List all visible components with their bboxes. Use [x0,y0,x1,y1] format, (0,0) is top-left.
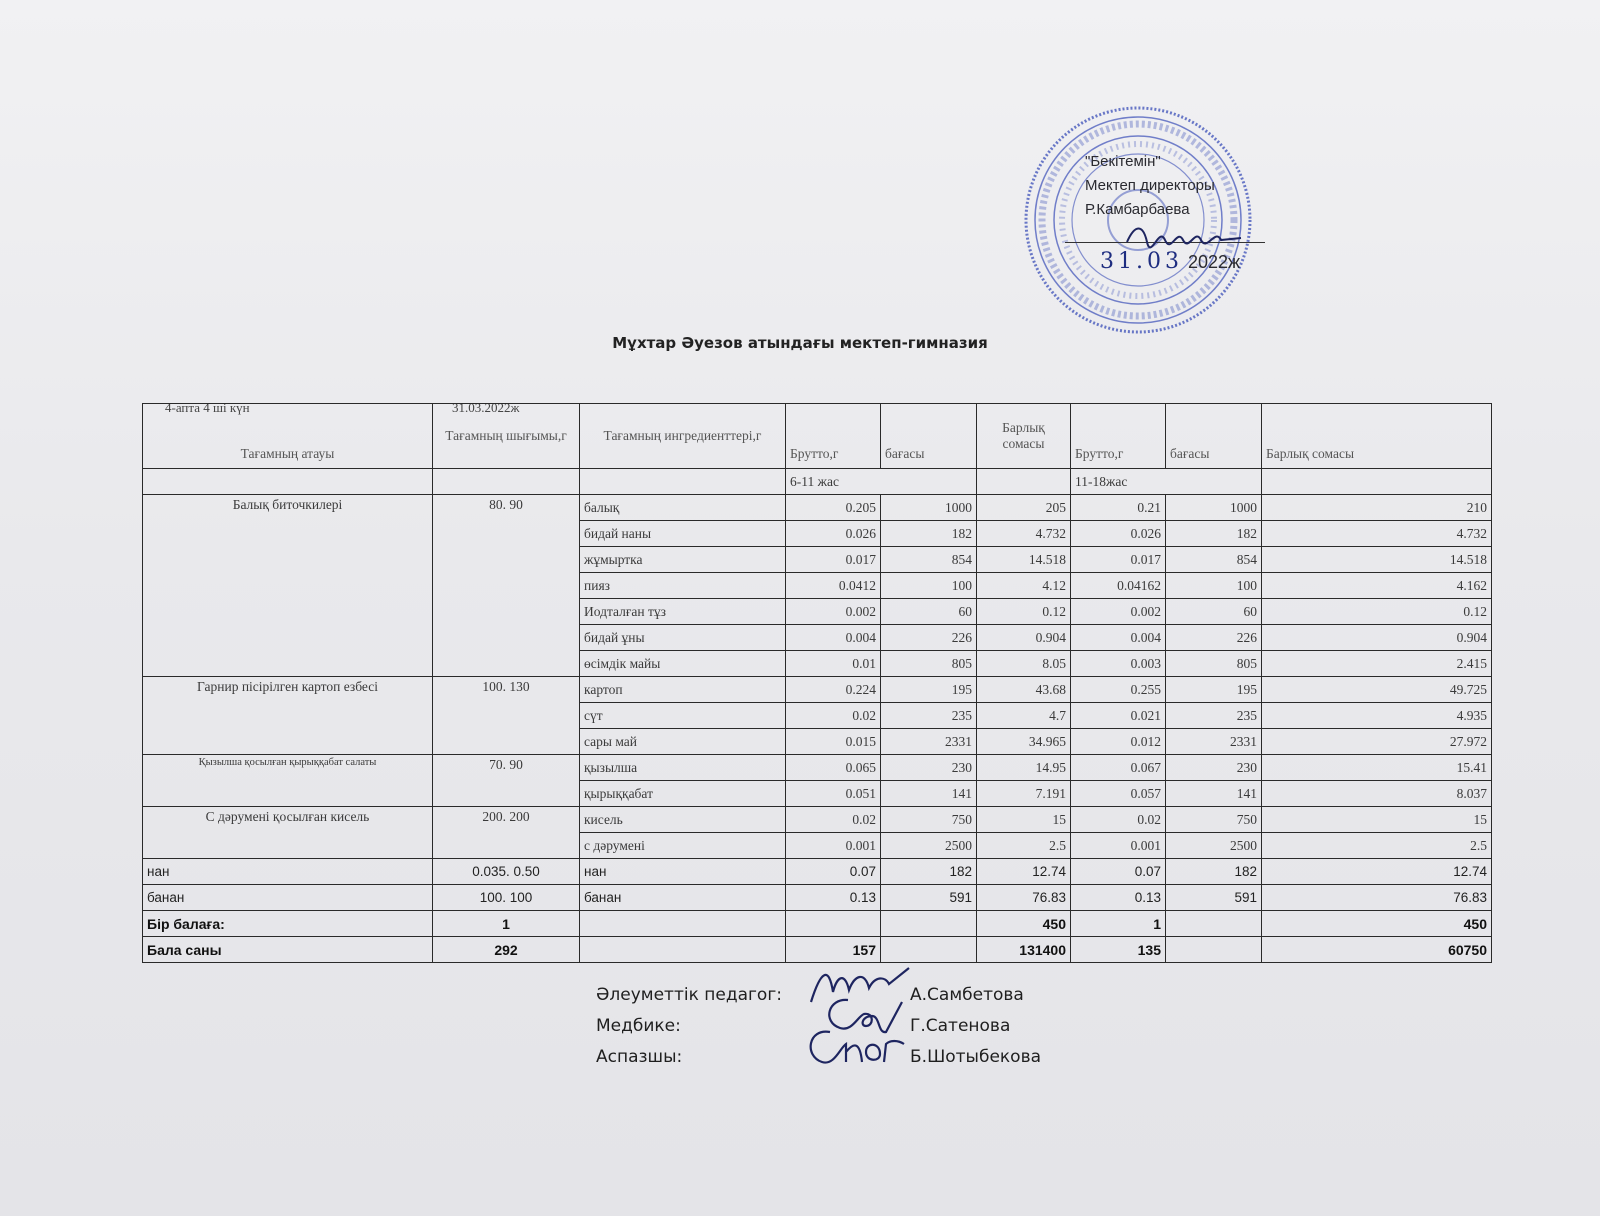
ingredient-name: сары май [580,729,786,755]
dish-name: банан [143,885,433,911]
sum-6-11: 8.05 [977,651,1071,677]
brutto-11-18: 0.04162 [1071,573,1166,599]
sum-11-18: 49.725 [1262,677,1492,703]
signer-role: Әлеуметтік педагог: [596,985,782,1005]
price-11-18: 100 [1166,573,1262,599]
header-ingredients: Тағамның ингредиенттері,г [580,404,786,469]
ingredient-name: нан [580,859,786,885]
per-child-sum-6-11: 450 [977,911,1071,937]
brutto-6-11: 0.224 [786,677,881,703]
per-child-row [143,911,1492,937]
ingredient-name: бидай наны [580,521,786,547]
signature-cook [800,1022,910,1076]
brutto-6-11: 0.0412 [786,573,881,599]
price-11-18: 226 [1166,625,1262,651]
ingredient-row [143,495,1492,521]
brutto-11-18: 0.13 [1071,885,1166,911]
price-6-11: 1000 [881,495,977,521]
ingredient-name: сүт [580,703,786,729]
children-sum-6-11: 131400 [977,937,1071,963]
sum-11-18: 15.41 [1262,755,1492,781]
brutto-11-18: 0.067 [1071,755,1166,781]
week-day-label: 4-апта 4 ші күн [165,400,250,415]
brutto-6-11: 0.017 [786,547,881,573]
header-brutto-11-18: Брутто,г [1071,404,1166,469]
empty-cell [786,911,881,937]
ingredient-name: Иодталған тұз [580,599,786,625]
price-11-18: 805 [1166,651,1262,677]
approval-line: Мектеп директоры [1085,177,1215,194]
price-11-18: 1000 [1166,495,1262,521]
sum-11-18: 0.12 [1262,599,1492,625]
price-11-18: 235 [1166,703,1262,729]
director-name: Р.Камбарбаева [1085,201,1190,218]
sum-6-11: 2.5 [977,833,1071,859]
header-price-6-11: бағасы [881,404,977,469]
ingredient-name: пияз [580,573,786,599]
sum-6-11: 7.191 [977,781,1071,807]
ingredient-name: банан [580,885,786,911]
age-group-11-18: 11-18жас [1071,469,1262,495]
header-sum-6-11: Барлық сомасы [977,404,1071,469]
brutto-6-11: 0.001 [786,833,881,859]
brutto-11-18: 0.07 [1071,859,1166,885]
sum-11-18: 4.935 [1262,703,1492,729]
ingredient-name: бидай ұны [580,625,786,651]
sum-6-11: 15 [977,807,1071,833]
dish-name: Гарнир пісірілген картоп езбесі [143,677,433,755]
price-11-18: 854 [1166,547,1262,573]
brutto-6-11: 0.205 [786,495,881,521]
sum-11-18: 210 [1262,495,1492,521]
price-11-18: 182 [1166,521,1262,547]
price-11-18: 591 [1166,885,1262,911]
approval-date [1100,250,1240,274]
price-11-18: 182 [1166,859,1262,885]
sum-11-18: 4.732 [1262,521,1492,547]
children-count-label: Бала саны [143,937,433,963]
sum-6-11: 0.12 [977,599,1071,625]
children-count: 292 [433,937,580,963]
sum-11-18: 76.83 [1262,885,1492,911]
empty-cell [580,911,786,937]
ingredient-name: қырыққабат [580,781,786,807]
dish-yield: 80. 90 [433,495,580,677]
item-row [143,859,1492,885]
price-11-18: 2331 [1166,729,1262,755]
sum-11-18: 27.972 [1262,729,1492,755]
empty-cell [1166,911,1262,937]
brutto-6-11: 0.01 [786,651,881,677]
sum-6-11: 4.732 [977,521,1071,547]
sum-6-11: 14.95 [977,755,1071,781]
ingredient-name: балық [580,495,786,521]
children-count-row [143,937,1492,963]
ingredient-name: картоп [580,677,786,703]
dish-yield: 100. 100 [433,885,580,911]
sum-11-18: 0.904 [1262,625,1492,651]
empty-cell [881,911,977,937]
brutto-6-11: 0.051 [786,781,881,807]
dish-yield: 200. 200 [433,807,580,859]
ingredient-row [143,755,1492,781]
handwritten-date: 31.03 [1100,249,1183,274]
empty-cell [580,937,786,963]
director-signature [1125,220,1245,250]
price-11-18: 230 [1166,755,1262,781]
dish-name: С дәрумені қосылған кисель [143,807,433,859]
empty-cell [1166,937,1262,963]
sum-6-11: 76.83 [977,885,1071,911]
brutto-11-18: 0.21 [1071,495,1166,521]
signer-name: А.Самбетова [910,985,1024,1005]
per-child-yield: 1 [433,911,580,937]
item-row [143,885,1492,911]
ingredient-name: с дәрумені [580,833,786,859]
price-6-11: 750 [881,807,977,833]
price-6-11: 182 [881,521,977,547]
price-11-18: 750 [1166,807,1262,833]
brutto-6-11: 0.004 [786,625,881,651]
brutto-6-11: 0.026 [786,521,881,547]
price-11-18: 2500 [1166,833,1262,859]
price-6-11: 854 [881,547,977,573]
page-title: Мұхтар Әуезов атындағы мектеп-гимназия [612,334,988,352]
price-6-11: 2331 [881,729,977,755]
header-sum-11-18: Барлық сомасы [1262,404,1492,469]
dish-yield: 100. 130 [433,677,580,755]
price-6-11: 805 [881,651,977,677]
sum-6-11: 14.518 [977,547,1071,573]
sum-6-11: 12.74 [977,859,1071,885]
menu-table [142,403,1492,963]
ingredient-name: кисель [580,807,786,833]
brutto-11-18: 0.017 [1071,547,1166,573]
price-6-11: 591 [881,885,977,911]
empty-cell [433,469,580,495]
sum-11-18: 15 [1262,807,1492,833]
brutto-11-18: 0.021 [1071,703,1166,729]
brutto-6-11: 0.065 [786,755,881,781]
dish-yield: 70. 90 [433,755,580,807]
price-11-18: 60 [1166,599,1262,625]
per-child-sum-11-18: 450 [1262,911,1492,937]
sum-6-11: 0.904 [977,625,1071,651]
brutto-11-18: 0.255 [1071,677,1166,703]
sum-6-11: 4.12 [977,573,1071,599]
ingredient-row [143,807,1492,833]
header-dish-name: Тағамның атауы [143,404,433,469]
menu-date: 31.03.2022ж [452,400,520,415]
brutto-11-18: 0.057 [1071,781,1166,807]
signer-role: Аспазшы: [596,1047,683,1067]
sum-6-11: 43.68 [977,677,1071,703]
brutto-6-11: 0.02 [786,807,881,833]
sum-11-18: 12.74 [1262,859,1492,885]
table-header-row [143,404,1492,469]
brutto-6-11: 0.02 [786,703,881,729]
brutto-6-11: 0.07 [786,859,881,885]
children-brutto-6-11: 157 [786,937,881,963]
header-brutto-6-11: Брутто,г [786,404,881,469]
signer-role: Медбике: [596,1016,681,1036]
empty-cell [881,937,977,963]
dish-yield: 0.035. 0.50 [433,859,580,885]
sum-11-18: 2.415 [1262,651,1492,677]
approval-line: "Бекітемін" [1085,153,1161,170]
header-price-11-18: бағасы [1166,404,1262,469]
sum-6-11: 4.7 [977,703,1071,729]
brutto-11-18: 0.002 [1071,599,1166,625]
brutto-11-18: 0.02 [1071,807,1166,833]
ingredient-name: қызылша [580,755,786,781]
ingredient-row [143,677,1492,703]
brutto-11-18: 0.003 [1071,651,1166,677]
dish-name: Қызылша қосылған қырыққабат салаты [143,755,433,807]
sum-11-18: 8.037 [1262,781,1492,807]
dish-name: нан [143,859,433,885]
brutto-6-11: 0.002 [786,599,881,625]
per-child-brutto-11-18: 1 [1071,911,1166,937]
age-group-row [143,469,1492,495]
price-6-11: 60 [881,599,977,625]
age-group-6-11: 6-11 жас [786,469,977,495]
ingredient-name: жұмыртка [580,547,786,573]
header-yield: Тағамның шығымы,г [433,404,580,469]
brutto-11-18: 0.001 [1071,833,1166,859]
sum-6-11: 205 [977,495,1071,521]
date-suffix: 2022ж [1188,252,1241,272]
empty-cell [143,469,433,495]
ingredient-name: өсімдік майы [580,651,786,677]
brutto-11-18: 0.012 [1071,729,1166,755]
empty-cell [580,469,786,495]
brutto-6-11: 0.015 [786,729,881,755]
empty-cell [977,469,1071,495]
price-6-11: 226 [881,625,977,651]
children-sum-11-18: 60750 [1262,937,1492,963]
per-child-label: Бір балаға: [143,911,433,937]
sum-11-18: 4.162 [1262,573,1492,599]
price-11-18: 195 [1166,677,1262,703]
signer-name: Г.Сатенова [910,1016,1011,1036]
price-6-11: 235 [881,703,977,729]
empty-cell [1262,469,1492,495]
brutto-6-11: 0.13 [786,885,881,911]
price-11-18: 141 [1166,781,1262,807]
signer-name: Б.Шотыбекова [910,1047,1042,1067]
children-brutto-11-18: 135 [1071,937,1166,963]
price-6-11: 182 [881,859,977,885]
price-6-11: 230 [881,755,977,781]
price-6-11: 2500 [881,833,977,859]
price-6-11: 195 [881,677,977,703]
sum-11-18: 2.5 [1262,833,1492,859]
price-6-11: 141 [881,781,977,807]
dish-name: Балық биточкилері [143,495,433,677]
price-6-11: 100 [881,573,977,599]
brutto-11-18: 0.004 [1071,625,1166,651]
brutto-11-18: 0.026 [1071,521,1166,547]
approval-block [1085,150,1285,274]
sum-6-11: 34.965 [977,729,1071,755]
sum-11-18: 14.518 [1262,547,1492,573]
